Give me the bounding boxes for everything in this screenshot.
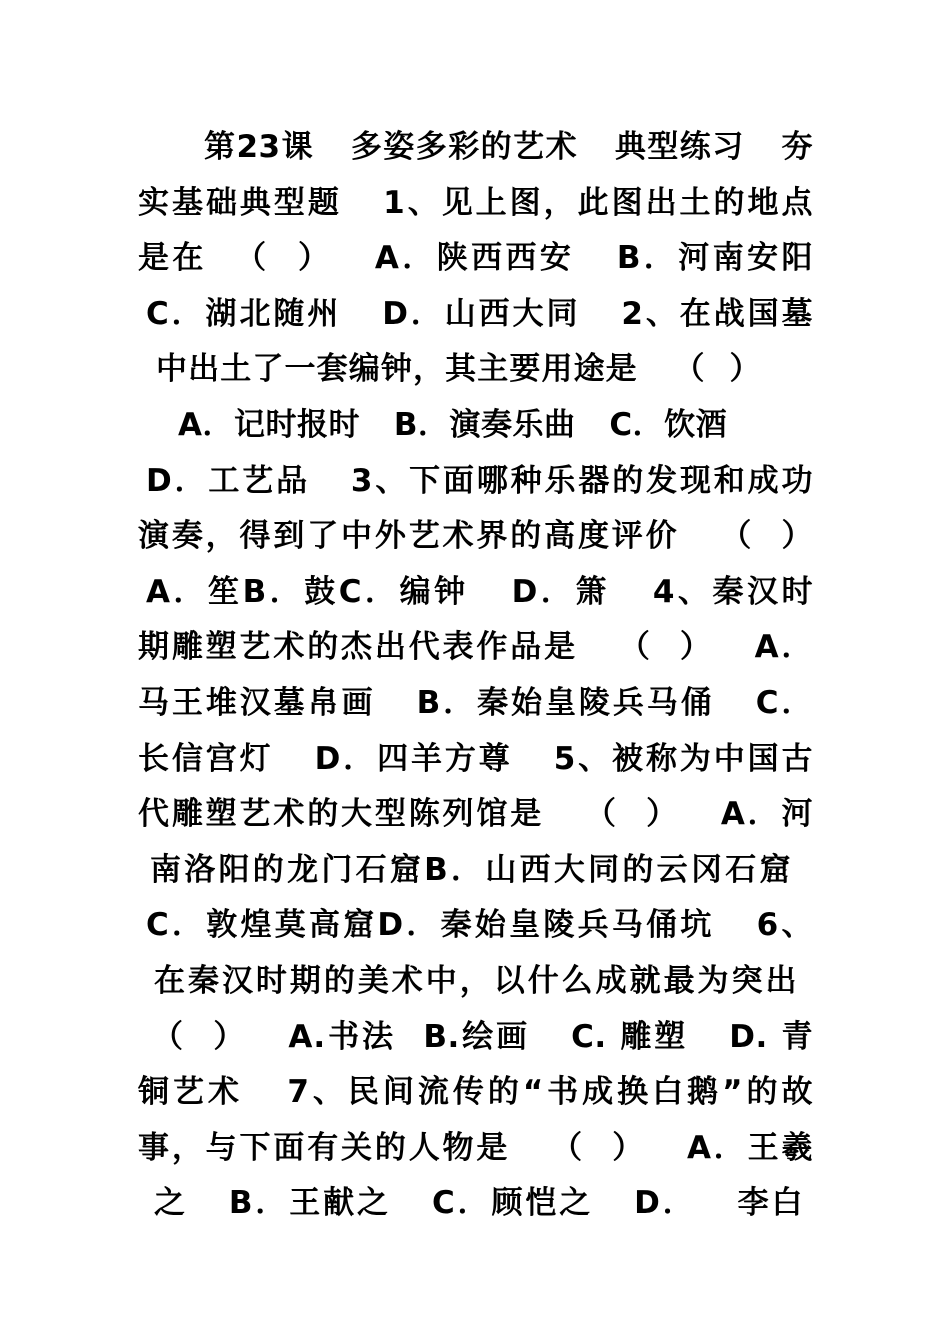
text-line: C．敦煌莫高窟D．秦始皇陵兵马俑坑 6、 (146, 907, 813, 944)
text-line: 在秦汉时期的美术中，以什么成就最为突出 (154, 962, 797, 999)
text-line: 是在 （ ） A．陕西西安 B．河南安阳 (138, 240, 813, 277)
text-line: 长信宫灯 D．四羊方尊 5、被称为中国古 (138, 740, 813, 777)
text-line: A．笙B．鼓C．编钟 D．箫 4、秦汉时 (146, 573, 813, 610)
text-line: 期雕塑艺术的杰出代表作品是 （ ） A． (138, 629, 813, 666)
text-line: A．记时报时 B．演奏乐曲 C．饮酒 (178, 406, 728, 443)
text-line: D．工艺品 3、下面哪种乐器的发现和成功 (146, 462, 813, 499)
text-line: C．湖北随州 D．山西大同 2、在战国墓 (146, 295, 813, 332)
text-line: 中出土了一套编钟，其主要用途是 （ ） (156, 351, 761, 388)
text-line: 马王堆汉墓帛画 B．秦始皇陵兵马俑 C． (138, 684, 813, 721)
text-line: 南洛阳的龙门石窟B．山西大同的云冈石窟 (150, 851, 791, 888)
text-line: 演奏，得到了中外艺术界的高度评价 （ ） (138, 518, 813, 555)
text-line: 铜艺术 7、民间流传的“书成换白鹅”的故 (138, 1074, 813, 1111)
text-line: 第23课 多姿多彩的艺术 典型练习 夯 (204, 129, 813, 165)
text-line: （ ） A.书法 B.绘画 C. 雕塑 D. 青 (152, 1018, 813, 1055)
text-line: 事，与下面有关的人物是 （ ） A．王羲 (138, 1129, 813, 1166)
text-line: 实基础典型题 1、见上图，此图出土的地点 (138, 184, 813, 221)
text-line: 之 B．王献之 C．顾恺之 D． 李白 (154, 1185, 803, 1222)
exercise-text (138, 120, 813, 1232)
text-line: 代雕塑艺术的大型陈列馆是 （ ） A．河 (138, 796, 813, 833)
